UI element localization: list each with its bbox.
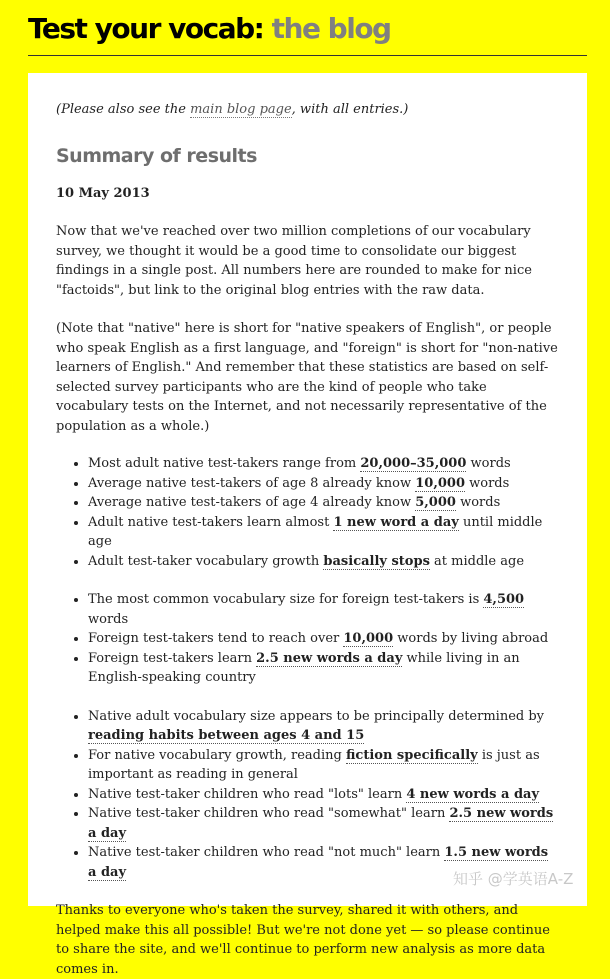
finding-text: For native vocabulary growth, reading — [88, 747, 346, 763]
finding-text: while living in an English-speaking country — [88, 650, 520, 685]
finding-text: words — [465, 475, 510, 491]
list-item — [88, 493, 561, 513]
foreign-findings-list — [56, 590, 561, 688]
finding-link[interactable]: 2.5 new words a day — [256, 650, 403, 666]
finding-link[interactable]: reading habits between ages 4 and 15 — [88, 728, 365, 743]
list-item — [88, 513, 561, 552]
watermark: 知乎 @学英语A-Z — [453, 870, 574, 888]
see-also-before: (Please also see the — [56, 102, 191, 117]
site-title-prefix: Test your vocab: — [28, 12, 272, 45]
note-paragraph: (Note that "native" here is short for "native speakers of English", or people who speak English as a first language, and "foreign" is short for "non-native learners of English." And remember that these statistics are based on self-selected survey participants who are the kind of people who take vocabulary tests on the Internet, and not necessarily representative of the population as a whole.) — [56, 321, 558, 434]
post-date: 10 May 2013 — [56, 185, 150, 201]
native-findings-list — [56, 454, 561, 571]
header-divider — [28, 55, 587, 56]
reading-findings-list — [56, 707, 561, 883]
finding-link[interactable]: 1.5 new words a day — [88, 845, 549, 880]
finding-text: Most adult native test-takers range from — [88, 456, 361, 471]
finding-text: Average native test-takers of age 8 already know — [88, 475, 416, 491]
finding-text: Adult native test-takers learn almost — [88, 514, 334, 530]
finding-text: The most common vocabulary size for foreign test-takers is — [88, 592, 484, 607]
finding-link[interactable]: basically stops — [323, 553, 430, 569]
finding-link[interactable]: 4 new words a day — [406, 786, 540, 802]
finding-text: is just as important as reading in general — [88, 747, 540, 782]
finding-text: words by living abroad — [393, 631, 549, 646]
see-also-note — [56, 100, 561, 120]
finding-text: Average native test-takers of age 4 already know — [88, 495, 416, 510]
post-body — [56, 100, 561, 979]
main-blog-page-link[interactable]: main blog page — [190, 102, 292, 117]
finding-link[interactable]: 10,000 — [343, 631, 394, 646]
finding-text: Foreign test-takers learn — [88, 650, 257, 666]
finding-text: words — [88, 611, 129, 627]
finding-text: Native test-taker children who read "somewhat" learn — [88, 806, 450, 821]
list-item — [88, 707, 561, 746]
finding-text: Foreign test-takers tend to reach over — [88, 631, 344, 646]
list-item — [88, 629, 561, 649]
finding-link[interactable]: 2.5 new words a day — [88, 806, 554, 841]
list-item — [88, 785, 561, 805]
intro-paragraph: Now that we've reached over two million completions of our vocabulary survey, we thought it would be a good time to consolidate our biggest findings in a single post. All numbers here are rounded to make for nice "factoids", but link to the original blog entries with the raw data. — [56, 224, 532, 298]
list-item — [88, 649, 561, 688]
finding-link[interactable]: 4,500 — [483, 592, 525, 607]
list-item — [88, 590, 561, 629]
finding-text: words — [455, 495, 501, 510]
site-title[interactable] — [28, 12, 391, 46]
post-title: Summary of results — [56, 144, 257, 167]
finding-link[interactable]: fiction specifically — [345, 747, 478, 763]
closing-paragraph: Thanks to everyone who's taken the survey, shared it with others, and helped make this all possible! But we're not done yet — so please continue to share the site, and we'll continue to perform new analysis as more data comes in. — [56, 903, 550, 977]
list-item — [88, 746, 561, 785]
list-item — [88, 804, 561, 843]
see-also-after: , with all entries.) — [291, 102, 409, 117]
list-item — [88, 454, 561, 474]
finding-text: Native test-taker children who read "not much" learn — [88, 845, 445, 860]
list-item — [88, 552, 561, 572]
finding-text: words — [466, 456, 511, 471]
finding-text: Native test-taker children who read "lots" learn — [88, 786, 407, 802]
finding-link[interactable]: 5,000 — [415, 495, 456, 510]
finding-text: at middle age — [429, 553, 525, 569]
post-container — [28, 73, 587, 977]
finding-text: Native adult vocabulary size appears to be principally determined by — [88, 708, 545, 724]
finding-text: until middle age — [88, 514, 543, 549]
finding-text: Adult test-taker vocabulary growth — [88, 553, 324, 569]
finding-link[interactable]: 10,000 — [415, 475, 465, 491]
finding-link[interactable]: 20,000–35,000 — [360, 456, 467, 471]
site-title-accent: the blog — [271, 12, 391, 45]
finding-link[interactable]: 1 new word a day — [333, 514, 459, 530]
list-item — [88, 474, 561, 494]
